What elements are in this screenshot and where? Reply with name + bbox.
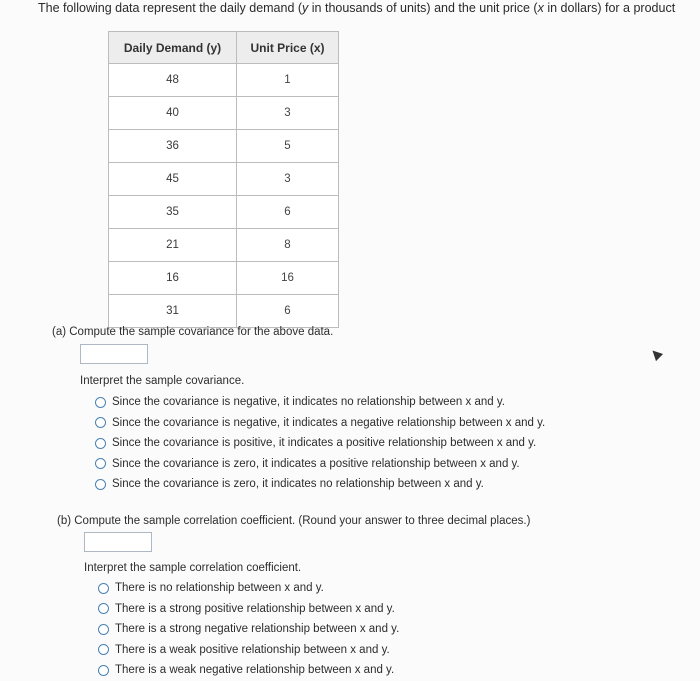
radio-button-icon[interactable] bbox=[95, 479, 106, 490]
part-b-prompt: (b) Compute the sample correlation coefficient. (Round your answer to three decimal places.) bbox=[57, 515, 531, 527]
table-row bbox=[109, 130, 339, 163]
option-label: There is no relationship between x and y. bbox=[115, 582, 324, 595]
radio-button-icon[interactable] bbox=[98, 583, 109, 594]
correlation-option[interactable] bbox=[98, 599, 399, 620]
option-label: Since the covariance is negative, it indicates a negative relationship between x and y. bbox=[112, 416, 546, 429]
intro-text-3: in dollars) for a product bbox=[543, 1, 676, 15]
table-row bbox=[109, 64, 339, 97]
header-daily-demand: Daily Demand (y) bbox=[109, 32, 237, 64]
option-label: Since the covariance is positive, it indicates a positive relationship between x and y. bbox=[112, 437, 537, 450]
data-table bbox=[108, 31, 339, 328]
var-x: x bbox=[537, 1, 544, 15]
correlation-option[interactable] bbox=[98, 640, 399, 661]
table-row bbox=[109, 295, 339, 328]
table-row bbox=[109, 196, 339, 229]
part-b-interpret-label: Interpret the sample correlation coefficient. bbox=[84, 562, 302, 574]
radio-button-icon[interactable] bbox=[95, 397, 106, 408]
radio-button-icon[interactable] bbox=[95, 417, 106, 428]
option-label: There is a weak negative relationship between x and y. bbox=[115, 664, 395, 677]
covariance-option[interactable] bbox=[95, 392, 545, 413]
price-cell: 3 bbox=[237, 97, 339, 130]
price-cell: 1 bbox=[237, 64, 339, 97]
covariance-option[interactable] bbox=[95, 454, 545, 475]
covariance-input[interactable] bbox=[80, 344, 148, 364]
intro-text-2: in thousands of units) and the unit price ( bbox=[308, 1, 538, 15]
radio-button-icon[interactable] bbox=[98, 603, 109, 614]
price-cell: 8 bbox=[237, 229, 339, 262]
covariance-option[interactable] bbox=[95, 474, 545, 495]
radio-button-icon[interactable] bbox=[98, 624, 109, 635]
intro-text-1: The following data represent the daily demand ( bbox=[38, 1, 303, 15]
correlation-option[interactable] bbox=[98, 619, 399, 640]
table-header-row bbox=[109, 32, 339, 64]
option-label: Since the covariance is zero, it indicates no relationship between x and y. bbox=[112, 478, 484, 491]
radio-button-icon[interactable] bbox=[98, 665, 109, 676]
option-label: There is a strong positive relationship between x and y. bbox=[115, 602, 395, 615]
table-row bbox=[109, 97, 339, 130]
correlation-option[interactable] bbox=[98, 578, 399, 599]
correlation-input[interactable] bbox=[84, 532, 152, 552]
option-label: There is a strong negative relationship between x and y. bbox=[115, 623, 400, 636]
option-label: Since the covariance is negative, it indicates no relationship between x and y. bbox=[112, 396, 505, 409]
correlation-option[interactable] bbox=[98, 660, 399, 681]
covariance-options bbox=[95, 392, 545, 495]
price-cell: 16 bbox=[237, 262, 339, 295]
radio-button-icon[interactable] bbox=[95, 438, 106, 449]
option-label: There is a weak positive relationship between x and y. bbox=[115, 643, 390, 656]
radio-button-icon[interactable] bbox=[95, 458, 106, 469]
var-y: y bbox=[302, 1, 309, 15]
demand-cell: 21 bbox=[109, 229, 237, 262]
demand-cell: 48 bbox=[109, 64, 237, 97]
price-cell: 5 bbox=[237, 130, 339, 163]
header-unit-price: Unit Price (x) bbox=[237, 32, 339, 64]
mouse-cursor-icon bbox=[649, 347, 663, 361]
table-row bbox=[109, 163, 339, 196]
demand-cell: 16 bbox=[109, 262, 237, 295]
demand-cell: 45 bbox=[109, 163, 237, 196]
demand-cell: 40 bbox=[109, 97, 237, 130]
radio-button-icon[interactable] bbox=[98, 644, 109, 655]
problem-statement bbox=[38, 0, 700, 16]
price-cell: 3 bbox=[237, 163, 339, 196]
demand-cell: 31 bbox=[109, 295, 237, 328]
price-cell: 6 bbox=[237, 196, 339, 229]
part-a-interpret-label: Interpret the sample covariance. bbox=[80, 375, 245, 387]
correlation-options bbox=[98, 578, 399, 681]
option-label: Since the covariance is zero, it indicates a positive relationship between x and y. bbox=[112, 457, 520, 470]
part-a-prompt: (a) Compute the sample covariance for the above data. bbox=[52, 326, 334, 338]
demand-cell: 35 bbox=[109, 196, 237, 229]
table-row bbox=[109, 262, 339, 295]
price-cell: 6 bbox=[237, 295, 339, 328]
demand-cell: 36 bbox=[109, 130, 237, 163]
covariance-option[interactable] bbox=[95, 433, 545, 454]
table-row bbox=[109, 229, 339, 262]
covariance-option[interactable] bbox=[95, 413, 545, 434]
